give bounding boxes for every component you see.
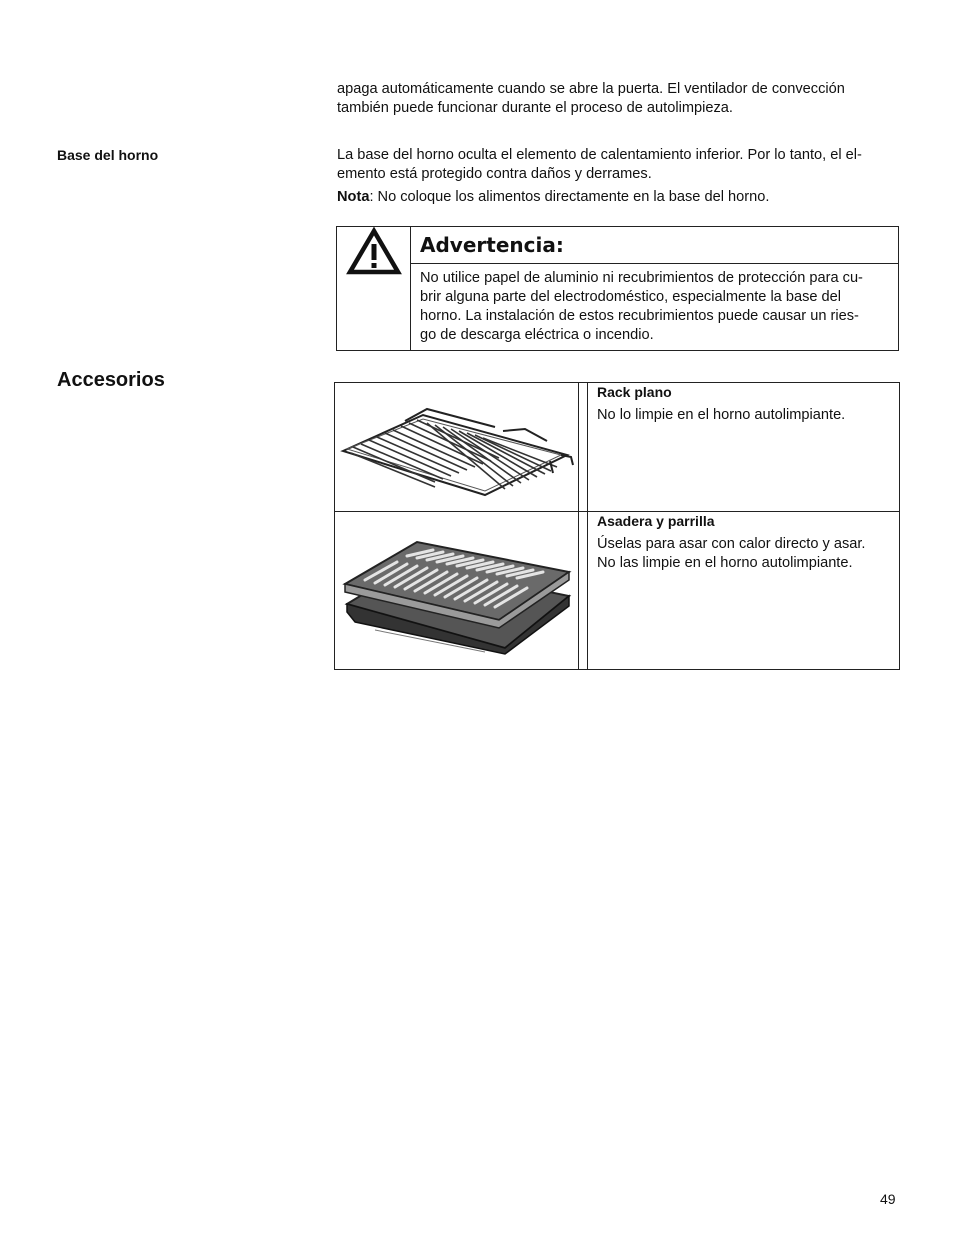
base-line: La base del horno oculta el elemento de calentamiento inferior. Por lo tanto, el el- [337, 147, 862, 163]
warning-line: No utilice papel de aluminio ni recubrimientos de protección para cu- [420, 270, 863, 286]
warning-triangle-icon [346, 227, 402, 277]
accessory-text-cell [588, 512, 899, 669]
note-paragraph [337, 188, 899, 207]
accessory-description: Úselas para asar con calor directo y asar. [597, 536, 866, 552]
accessory-text-cell [588, 383, 899, 511]
wire-rack-icon [335, 383, 578, 511]
accessory-name: Rack plano [597, 384, 672, 400]
note-label: Nota [337, 189, 370, 205]
accessory-image-cell [335, 512, 579, 669]
accessories-title: Accesorios [57, 369, 165, 391]
broil-pan-icon [335, 512, 578, 669]
accessory-description: No lo limpie en el horno autolimpiante. [597, 407, 846, 423]
accessory-row [335, 383, 899, 512]
accessories-table [334, 382, 900, 670]
page-number: 49 [880, 1191, 896, 1207]
accessory-spacer-cell [579, 512, 588, 669]
accessory-description: No las limpie en el horno autolimpiante. [597, 555, 853, 571]
intro-line: también puede funcionar durante el proceso de autolimpieza. [337, 100, 733, 116]
base-section-heading: Base del horno [57, 147, 159, 163]
base-line: emento está protegido contra daños y derrames. [337, 166, 652, 182]
warning-body [411, 264, 898, 345]
intro-line: apaga automáticamente cuando se abre la puerta. El ventilador de convección [337, 81, 845, 97]
warning-title: Advertencia: [411, 227, 898, 264]
intro-paragraph [337, 80, 897, 118]
note-text: : No coloque los alimentos directamente en la base del horno. [369, 189, 770, 205]
base-section-paragraph [337, 146, 899, 184]
accessory-image-cell [335, 383, 579, 511]
warning-content [411, 227, 898, 350]
warning-icon-cell [337, 227, 411, 350]
warning-box [336, 226, 899, 351]
accessory-row [335, 512, 899, 669]
warning-line: brir alguna parte del electrodoméstico, especialmente la base del [420, 289, 842, 305]
accessory-spacer-cell [579, 383, 588, 511]
warning-line: horno. La instalación de estos recubrimientos puede causar un ries- [420, 308, 859, 324]
accessory-name: Asadera y parrilla [597, 513, 715, 529]
warning-line: go de descarga eléctrica o incendio. [420, 327, 654, 343]
